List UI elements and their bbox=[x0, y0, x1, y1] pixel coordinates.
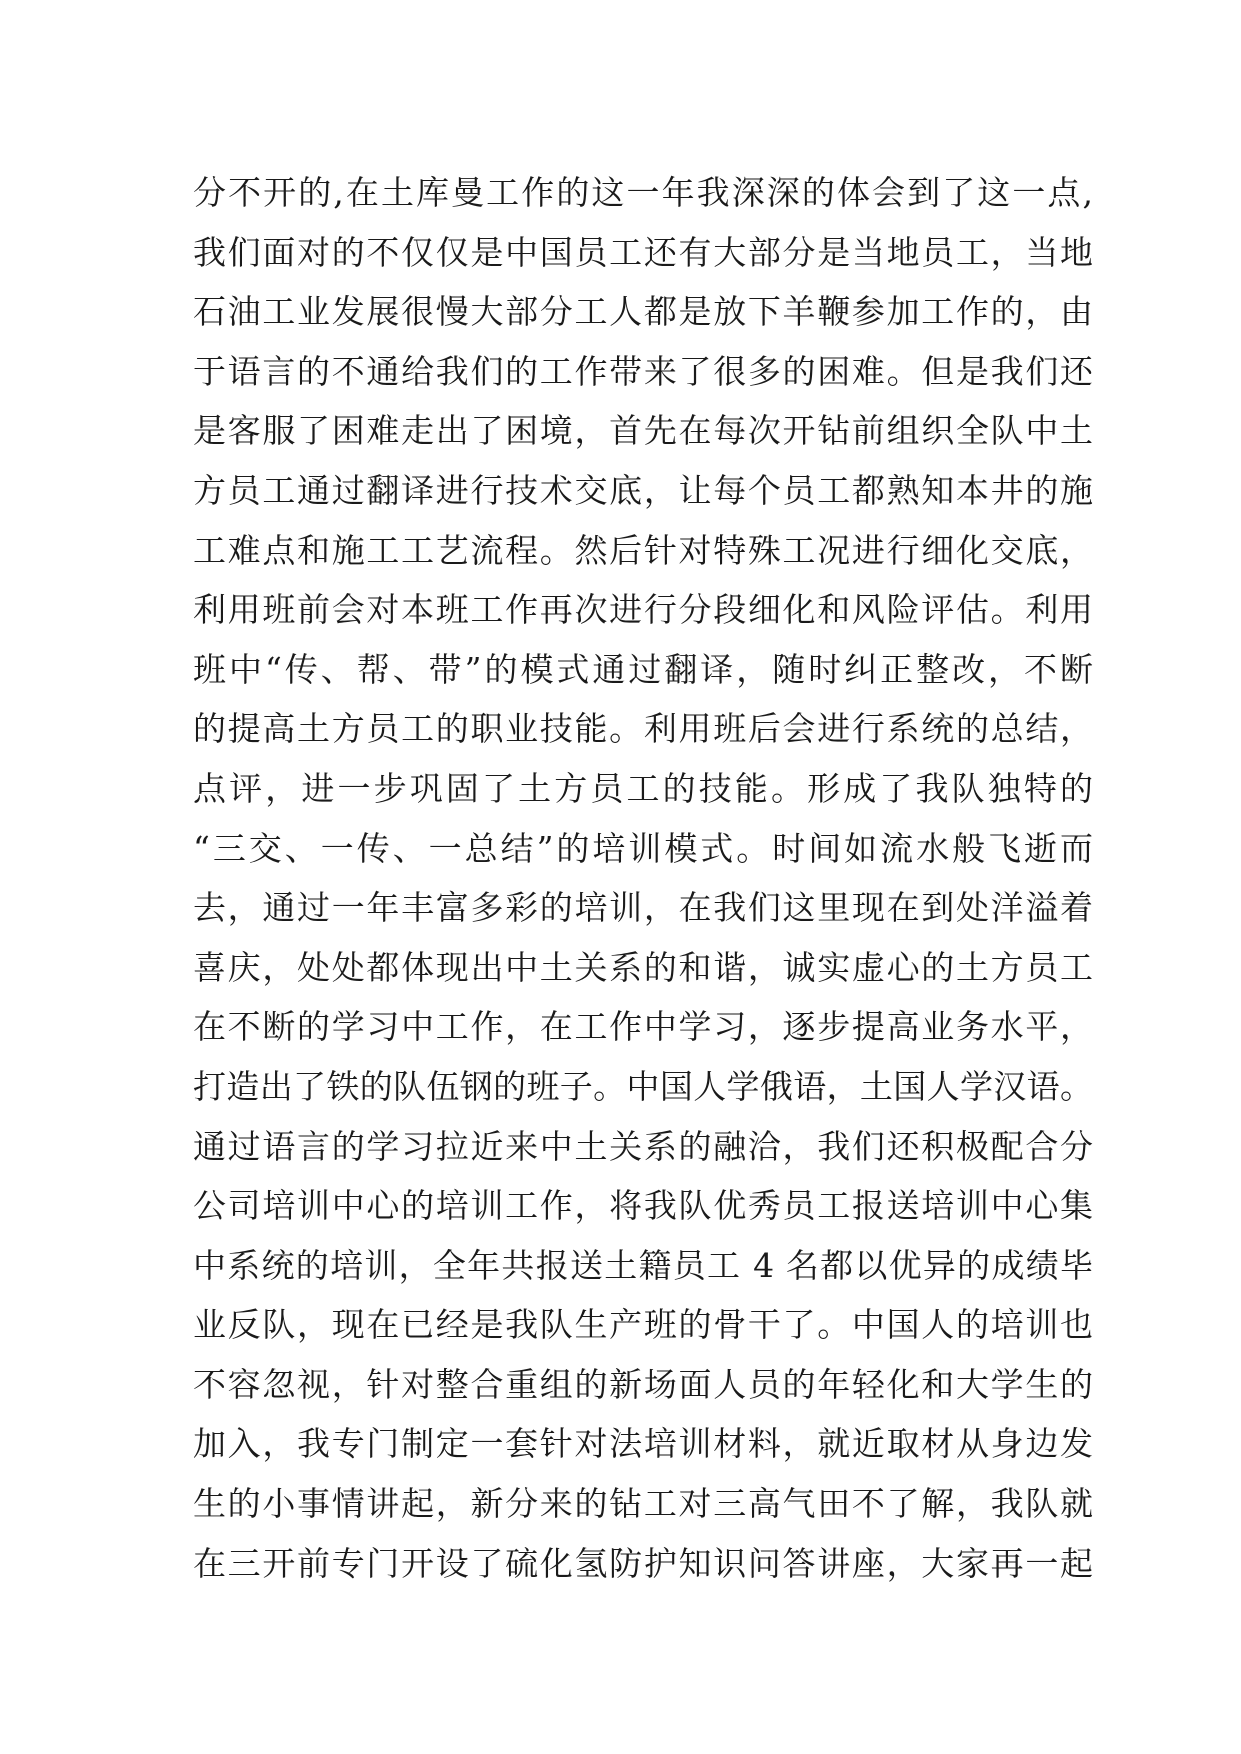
text-line: 不容忽视，针对整合重组的新场面人员的年轻化和大学生的 bbox=[193, 1364, 1093, 1404]
text-line: 我们面对的不仅仅是中国员工还有大部分是当地员工，当地 bbox=[193, 232, 1093, 272]
text-line: 公司培训中心的培训工作，将我队优秀员工报送培训中心集 bbox=[193, 1186, 1093, 1226]
text-line: 业反队，现在已经是我队生产班的骨干了。中国人的培训也 bbox=[193, 1305, 1093, 1345]
text-line: 通过语言的学习拉近来中土关系的融洽，我们还积极配合分 bbox=[193, 1126, 1093, 1166]
text-line: 加入，我专门制定一套针对法培训材料，就近取材从身边发 bbox=[193, 1424, 1093, 1464]
text-line: 去，通过一年丰富多彩的培训，在我们这里现在到处洋溢着 bbox=[193, 888, 1093, 928]
text-line: 方员工通过翻译进行技术交底，让每个员工都熟知本井的施 bbox=[193, 470, 1093, 510]
text-line: 于语言的不通给我们的工作带来了很多的困难。但是我们还 bbox=[193, 351, 1093, 391]
text-line: 中系统的培训，全年共报送土籍员工 4 名都以优异的成绩毕 bbox=[193, 1245, 1093, 1285]
text-line: 分不开的,在土库曼工作的这一年我深深的体会到了这一点, bbox=[193, 173, 1093, 212]
text-line: 石油工业发展很慢大部分工人都是放下羊鞭参加工作的，由 bbox=[193, 292, 1093, 332]
text-line: 在三开前专门开设了硫化氢防护知识问答讲座，大家再一起 bbox=[193, 1543, 1093, 1583]
text-line: “三交、一传、一总结”的培训模式。时间如流水般飞逝而 bbox=[193, 828, 1093, 868]
text-line: 工难点和施工工艺流程。然后针对特殊工况进行细化交底， bbox=[193, 530, 1093, 570]
text-line: 班中“传、帮、带”的模式通过翻译，随时纠正整改，不断 bbox=[193, 649, 1093, 689]
text-line: 利用班前会对本班工作再次进行分段细化和风险评估。利用 bbox=[193, 590, 1093, 630]
body-text bbox=[193, 163, 1093, 1593]
text-line: 打造出了铁的队伍钢的班子。中国人学俄语，土国人学汉语。 bbox=[193, 1066, 1093, 1106]
text-line: 点评，进一步巩固了土方员工的技能。形成了我队独特的 bbox=[193, 768, 1093, 808]
text-line: 在不断的学习中工作，在工作中学习，逐步提高业务水平， bbox=[193, 1007, 1093, 1047]
text-line: 是客服了困难走出了困境，首先在每次开钻前组织全队中土 bbox=[193, 411, 1093, 451]
text-line: 喜庆，处处都体现出中土关系的和谐，诚实虚心的土方员工 bbox=[193, 947, 1093, 987]
text-line: 的提高土方员工的职业技能。利用班后会进行系统的总结， bbox=[193, 709, 1093, 749]
text-line: 生的小事情讲起，新分来的钻工对三高气田不了解，我队就 bbox=[193, 1484, 1093, 1524]
